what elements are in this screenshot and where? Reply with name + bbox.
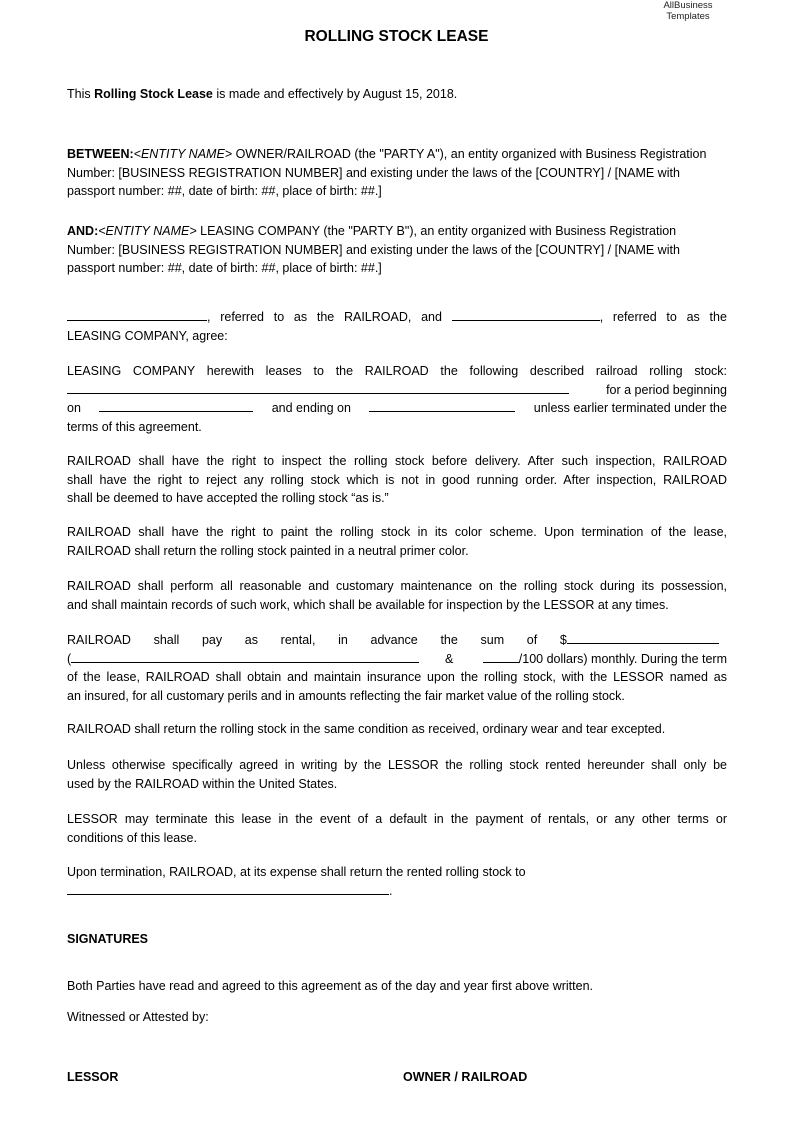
owner-railroad-signature-label: OWNER / RAILROAD	[403, 1070, 528, 1084]
referred-line1: , referred to as the RAILROAD, and , referred to as the	[67, 308, 727, 327]
signatures-heading: SIGNATURES	[67, 932, 149, 946]
witnessed-text: Witnessed or Attested by:	[67, 1010, 209, 1024]
party-b-line1: LEASING COMPANY (the "PARTY B"), an entity organized with Business Registration	[196, 224, 677, 238]
party-a-label: BETWEEN:	[67, 147, 134, 161]
rental-amount-blank[interactable]	[567, 631, 719, 644]
intro-bold-text: Rolling Stock Lease	[94, 87, 213, 101]
paint-paragraph: RAILROAD shall have the right to paint the rolling stock in its color scheme. Upon termination of the lease, RAILROAD shall return the rolling stock painted in a neutral primer color.	[67, 525, 727, 558]
rental-line1: RAILROAD shall pay as rental, in advance the sum of $	[67, 631, 727, 650]
brand-line2: Templates	[666, 11, 710, 22]
leasing-line3: on and ending on unless earlier terminated under the	[67, 401, 727, 415]
party-a-line3: passport number: ##, date of birth: ##, place of birth: ##.]	[67, 184, 382, 198]
lease-start-date-blank[interactable]	[99, 399, 253, 412]
rolling-stock-description-blank[interactable]	[67, 381, 569, 394]
lessor-signature-label: LESSOR	[67, 1070, 119, 1084]
party-b-label: AND:	[67, 224, 99, 238]
party-b-paragraph	[67, 222, 727, 278]
party-a-paragraph	[67, 145, 727, 201]
upon-termination-paragraph: Upon termination, RAILROAD, at its expense shall return the rented rolling stock to .	[67, 865, 526, 898]
rental-paragraph: RAILROAD shall pay as rental, in advance the sum of $ ( & /100 dollars) monthly. During the term of the lease, RAILROAD shall obtain and maintain insurance upon the rolling stock, with the LESSOR named as an insured, for all customary perils and in amounts reflecting the fair market value of the rolling stock.	[67, 633, 727, 703]
maintenance-paragraph: RAILROAD shall perform all reasonable and customary maintenance on the rolling stock during its possession, and shall maintain records of such work, which shall be available for inspection by the LESSOR at any times.	[67, 579, 727, 612]
leasing-line1: LEASING COMPANY herewith leases to the RAILROAD the following described railroad rolling stock:	[67, 364, 727, 378]
referred-paragraph	[67, 308, 727, 345]
return-location-blank[interactable]	[67, 882, 389, 895]
brand-line1: AllBusiness	[663, 0, 713, 11]
intro-paragraph	[67, 85, 727, 104]
leasing-line4: terms of this agreement.	[67, 419, 202, 434]
referred-line2: LEASING COMPANY, agree:	[67, 328, 228, 343]
leasing-paragraph	[67, 362, 727, 436]
leasing-company-name-blank[interactable]	[452, 308, 600, 321]
rental-amount-words-blank[interactable]	[71, 650, 419, 663]
lease-end-date-blank[interactable]	[369, 399, 515, 412]
party-a-line1: OWNER/RAILROAD (the "PARTY A"), an entity organized with Business Registration	[232, 147, 707, 161]
rental-line2: ( & /100 dollars) monthly. During the term	[67, 651, 727, 666]
leasing-line2: for a period beginning	[67, 381, 727, 400]
intro-text: This	[67, 87, 95, 101]
rental-cents-blank[interactable]	[483, 650, 519, 663]
party-b-line3: passport number: ##, date of birth: ##, place of birth: ##.]	[67, 261, 382, 275]
brand-logo	[640, 0, 736, 22]
use-paragraph: Unless otherwise specifically agreed in writing by the LESSOR the rolling stock rented hereunder shall only be used by the RAILROAD within the United States.	[67, 758, 727, 791]
party-b-line2: Number: [BUSINESS REGISTRATION NUMBER] and existing under the laws of the [COUNTRY] / [NAME with	[67, 242, 680, 257]
intro-text-end: is made and effectively by August 15, 2018.	[212, 87, 458, 101]
inspect-paragraph: RAILROAD shall have the right to inspect the rolling stock before delivery. After such inspection, RAILROAD shall have the right to reject any rolling stock which is not in good running order. After inspection, RAILROAD shall be deemed to have accepted the rolling stock “as is.”	[67, 454, 727, 505]
party-a-line2: Number: [BUSINESS REGISTRATION NUMBER] and existing under the laws of the [COUNTRY] / [NAME with	[67, 165, 680, 180]
terminate-paragraph: LESSOR may terminate this lease in the event of a default in the payment of rentals, or any other terms or conditions of this lease.	[67, 812, 727, 845]
document-title: ROLLING STOCK LEASE	[304, 28, 489, 45]
railroad-name-blank[interactable]	[67, 308, 207, 321]
return-paragraph: RAILROAD shall return the rolling stock in the same condition as received, ordinary wear and tear excepted.	[67, 722, 666, 736]
party-b-entity: <ENTITY NAME>	[98, 224, 197, 238]
party-a-entity: <ENTITY NAME>	[133, 147, 233, 161]
agreed-text: Both Parties have read and agreed to this agreement as of the day and year first above written.	[67, 979, 594, 993]
